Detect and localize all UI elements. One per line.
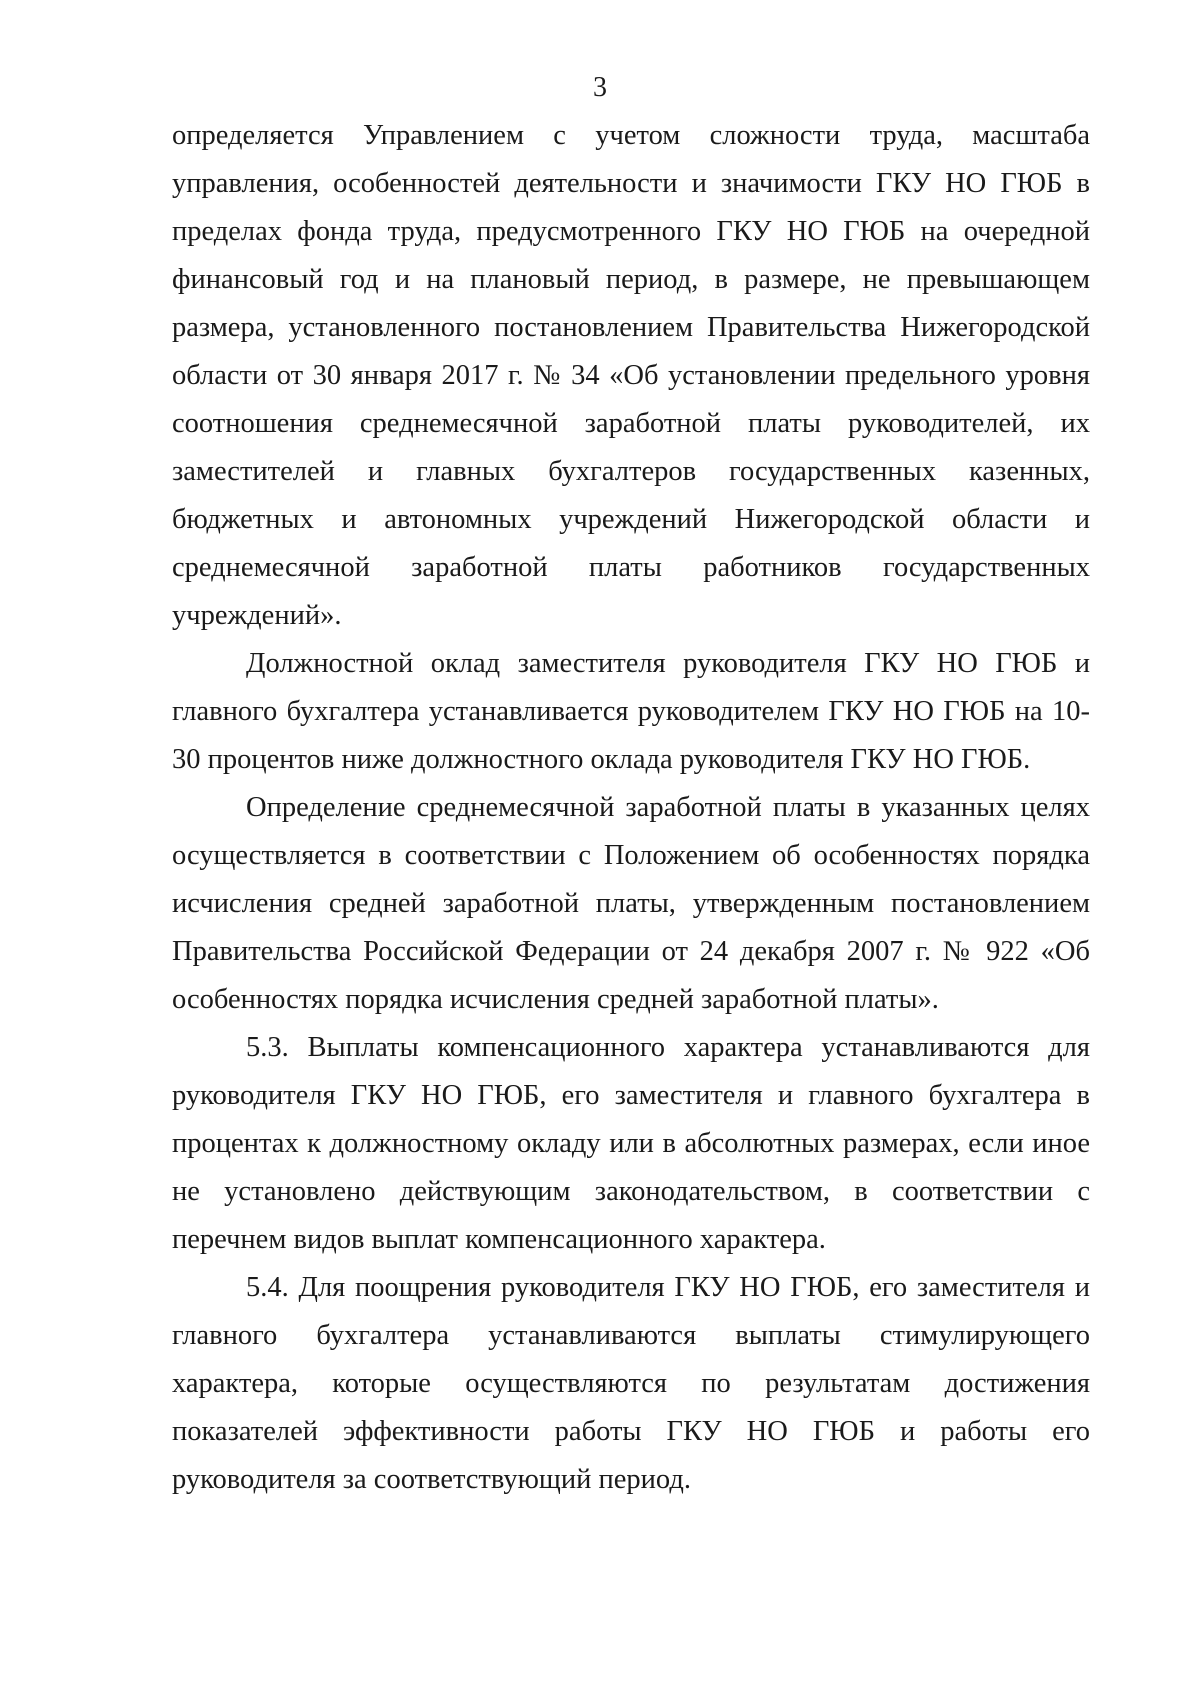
- paragraph-average-salary: Определение среднемесячной заработной платы в указанных целях осуществляется в соответствии с Положением об особенностях порядка исчисления средней заработной платы, утвержденным постановлением Правительства Российской Федерации от 24 декабря 2007 г. № 922 «Об особенностях порядка исчисления средней заработной платы».: [172, 792, 1090, 1015]
- page-number: 3: [593, 72, 607, 103]
- paragraph-deputy-salary: Должностной оклад заместителя руководителя ГКУ НО ГЮБ и главного бухгалтера устанавливается руководителем ГКУ НО ГЮБ на 10-30 процентов ниже должностного оклада руководителя ГКУ НО ГЮБ.: [172, 648, 1090, 775]
- paragraph-continuation: определяется Управлением с учетом сложности труда, масштаба управления, особенностей деятельности и значимости ГКУ НО ГЮБ в пределах фонда труда, предусмотренного ГКУ НО ГЮБ на очередной финансовый год и на плановый период, в размере, не превышающем размера, установленного постановлением Правительства Нижегородской области от 30 января 2017 г. № 34 «Об установлении предельного уровня соотношения среднемесячной заработной платы руководителей, их заместителей и главных бухгалтеров государственных казенных, бюджетных и автономных учреждений Нижегородской области и среднемесячной заработной платы работников государственных учреждений».: [172, 120, 1090, 631]
- document-body: [172, 112, 1090, 1504]
- paragraph-5-4: 5.4. Для поощрения руководителя ГКУ НО ГЮБ, его заместителя и главного бухгалтера устанавливаются выплаты стимулирующего характера, которые осуществляются по результатам достижения показателей эффективности работы ГКУ НО ГЮБ и работы его руководителя за соответствующий период.: [172, 1272, 1090, 1495]
- paragraph-5-3: 5.3. Выплаты компенсационного характера устанавливаются для руководителя ГКУ НО ГЮБ, его заместителя и главного бухгалтера в процентах к должностному окладу или в абсолютных размерах, если иное не установлено действующим законодательством, в соответствии с перечнем видов выплат компенсационного характера.: [172, 1032, 1090, 1255]
